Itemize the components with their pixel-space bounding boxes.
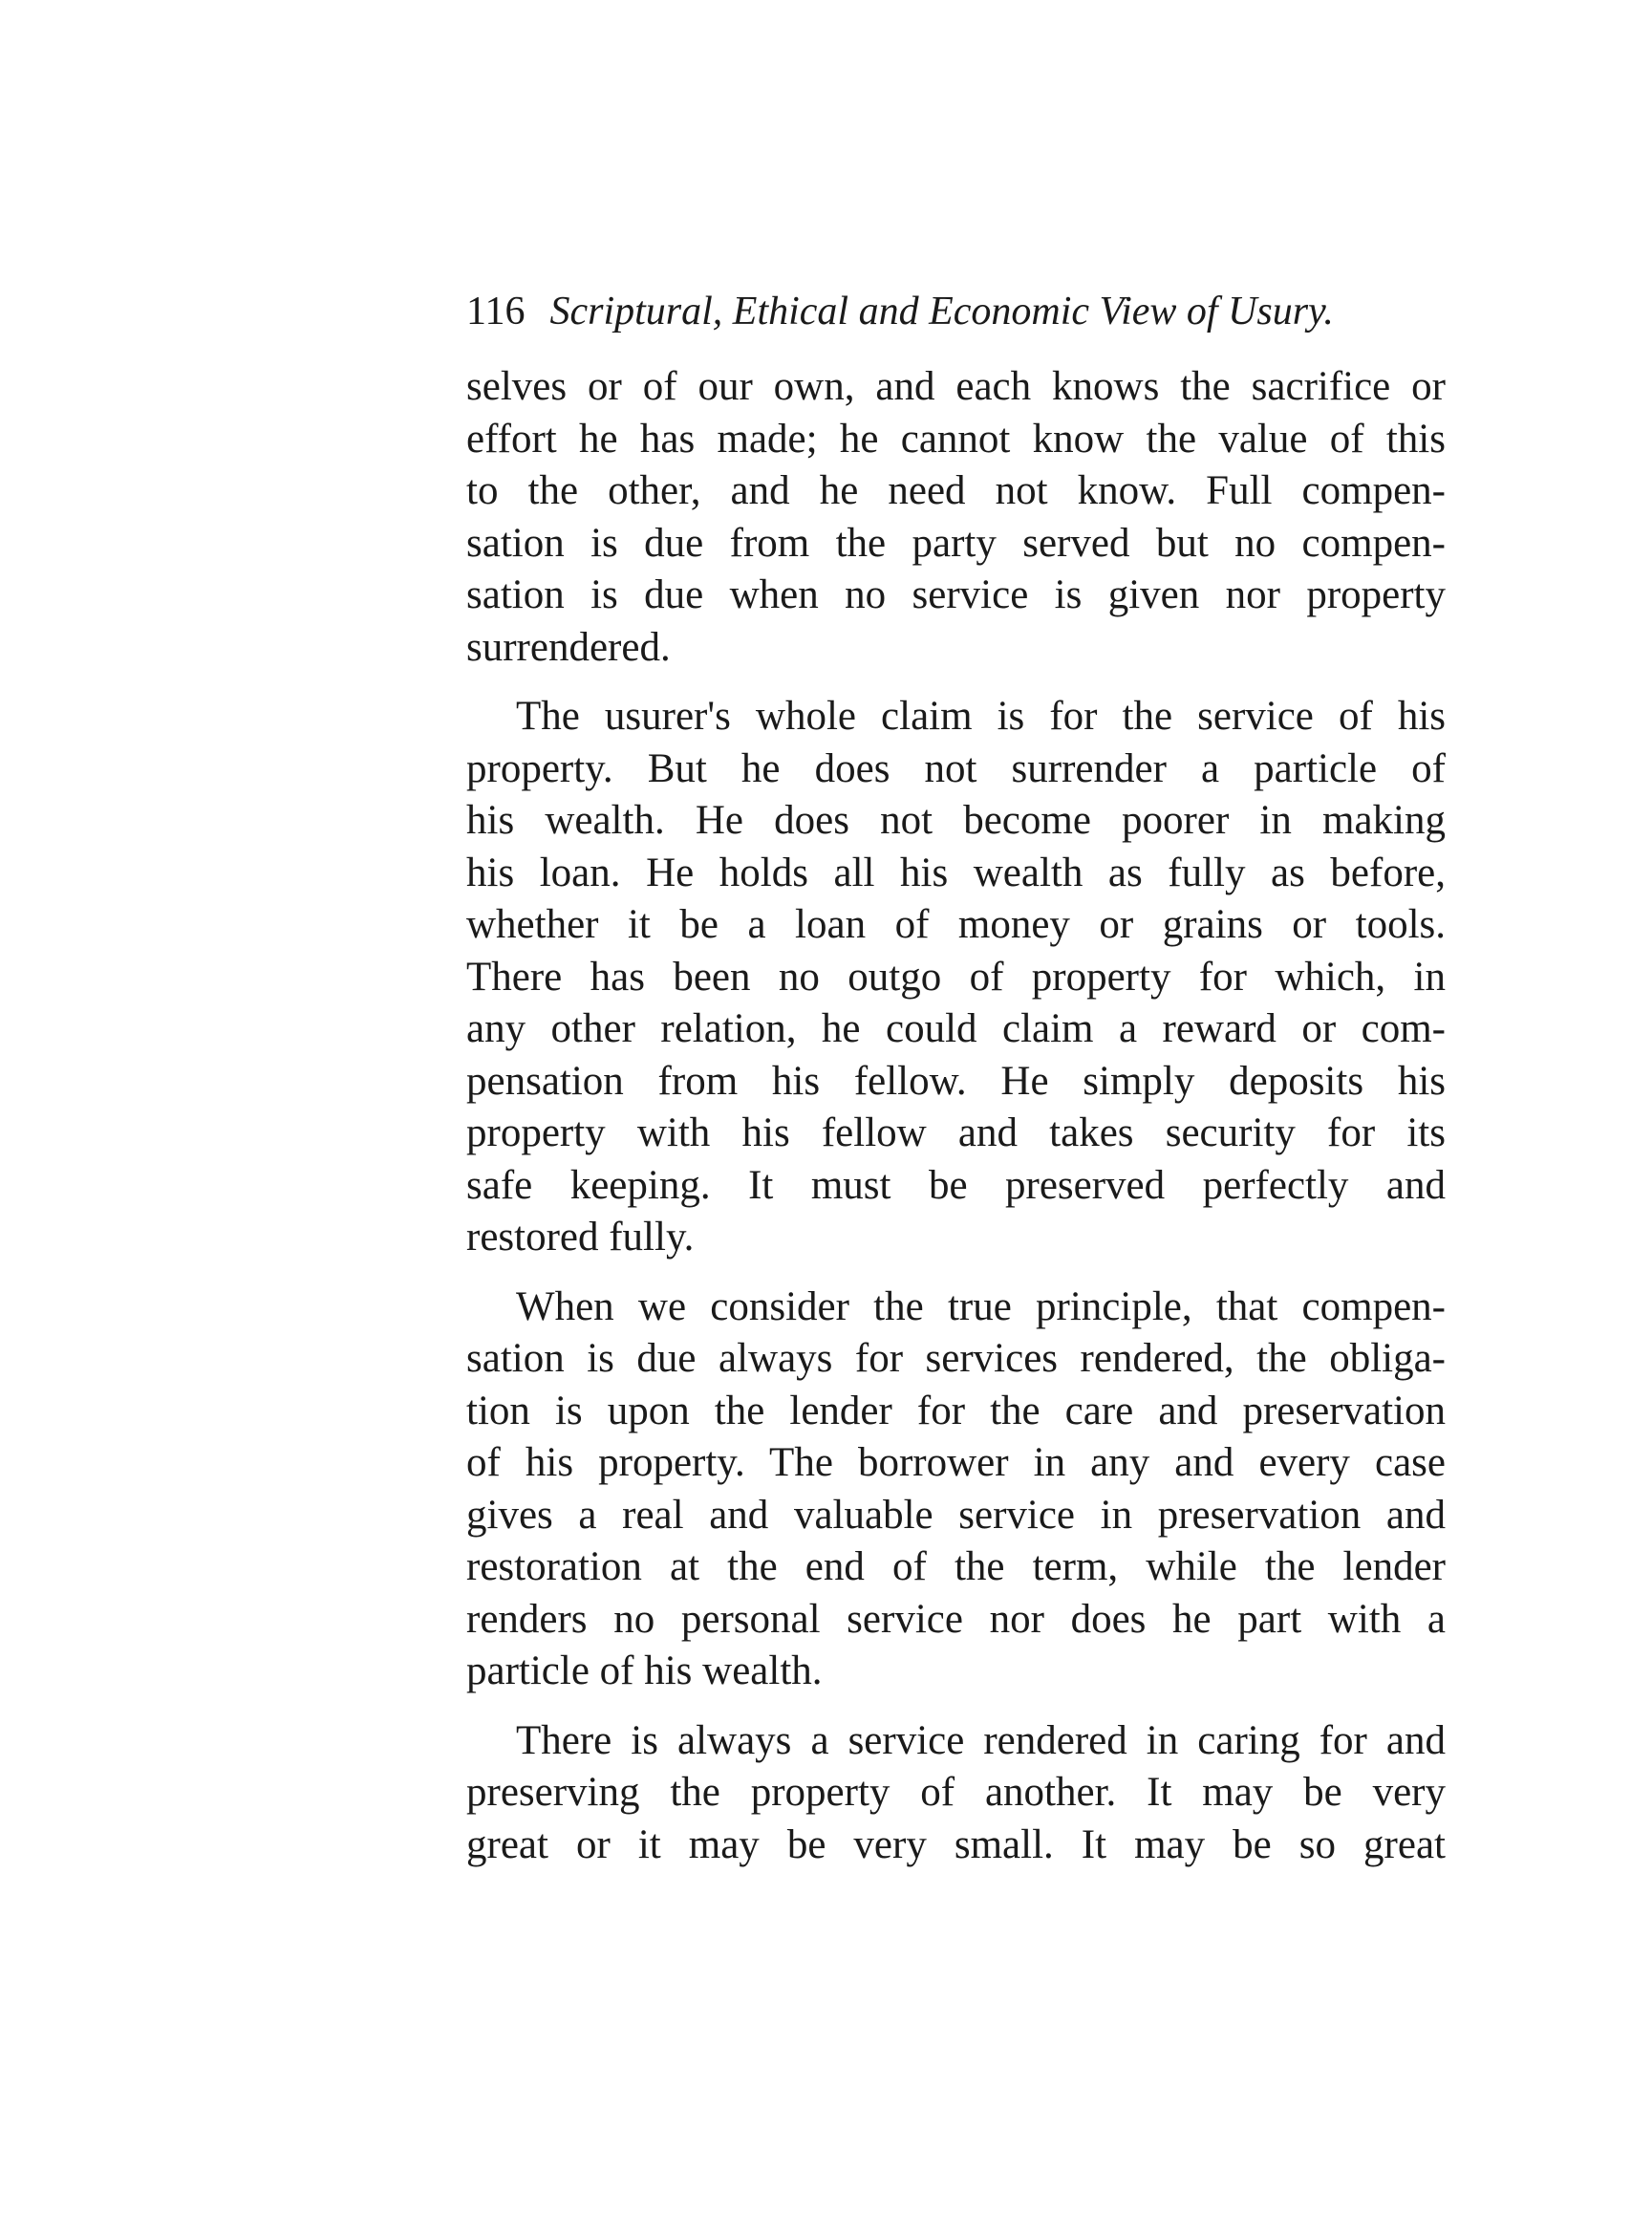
- running-title: Scriptural, Ethical and Economic View of Usury.: [549, 290, 1334, 334]
- text-line: renders no personal service nor does he part with a: [466, 1596, 1446, 1642]
- text-line: his wealth. He does not become poorer in making: [466, 798, 1446, 843]
- text-line: When we consider the true principle, that compen-: [516, 1283, 1446, 1329]
- paragraph-1: [466, 361, 1446, 674]
- body-text: [466, 361, 1446, 1888]
- text-line: restoration at the end of the term, while the lender: [466, 1544, 1446, 1589]
- text-line: sation is due when no service is given nor property: [466, 572, 1446, 617]
- text-line: safe keeping. It must be preserved perfectly and: [466, 1162, 1446, 1208]
- text-line: any other relation, he could claim a reward or com-: [466, 1006, 1446, 1051]
- text-line: particle of his wealth.: [466, 1648, 823, 1693]
- text-line: to the other, and he need not know. Full compen-: [466, 468, 1446, 513]
- text-line: surrendered.: [466, 624, 671, 670]
- paragraph-4: [466, 1715, 1446, 1872]
- text-line: of his property. The borrower in any and every case: [466, 1440, 1446, 1485]
- text-line: great or it may be very small. It may be so great: [466, 1821, 1446, 1867]
- text-line: There has been no outgo of property for which, in: [466, 954, 1446, 1000]
- paragraph-3: [466, 1282, 1446, 1698]
- paragraph-2: [466, 691, 1446, 1264]
- text-line: selves or of our own, and each knows the sacrifice or: [466, 364, 1446, 409]
- text-line: property with his fellow and takes security for its: [466, 1110, 1446, 1155]
- text-line: gives a real and valuable service in preservation and: [466, 1492, 1446, 1538]
- text-line: whether it be a loan of money or grains or tools.: [466, 902, 1446, 947]
- text-line: The usurer's whole claim is for the service of his: [516, 694, 1446, 739]
- text-line: property. But he does not surrender a particle of: [466, 745, 1446, 791]
- text-line: his loan. He holds all his wealth as fully as before,: [466, 850, 1446, 895]
- page-number: 116: [466, 290, 526, 334]
- text-line: tion is upon the lender for the care and preservation: [466, 1388, 1446, 1433]
- text-line: sation is due from the party served but no compen-: [466, 520, 1446, 566]
- text-line: effort he has made; he cannot know the value of this: [466, 416, 1446, 462]
- running-head: [466, 283, 1460, 340]
- text-line: preserving the property of another. It may be very: [466, 1770, 1446, 1815]
- text-line: pensation from his fellow. He simply deposits his: [466, 1058, 1446, 1104]
- text-line: sation is due always for services rendered, the obliga-: [466, 1336, 1446, 1381]
- text-line: restored fully.: [466, 1215, 695, 1260]
- text-line: There is always a service rendered in caring for and: [516, 1717, 1446, 1763]
